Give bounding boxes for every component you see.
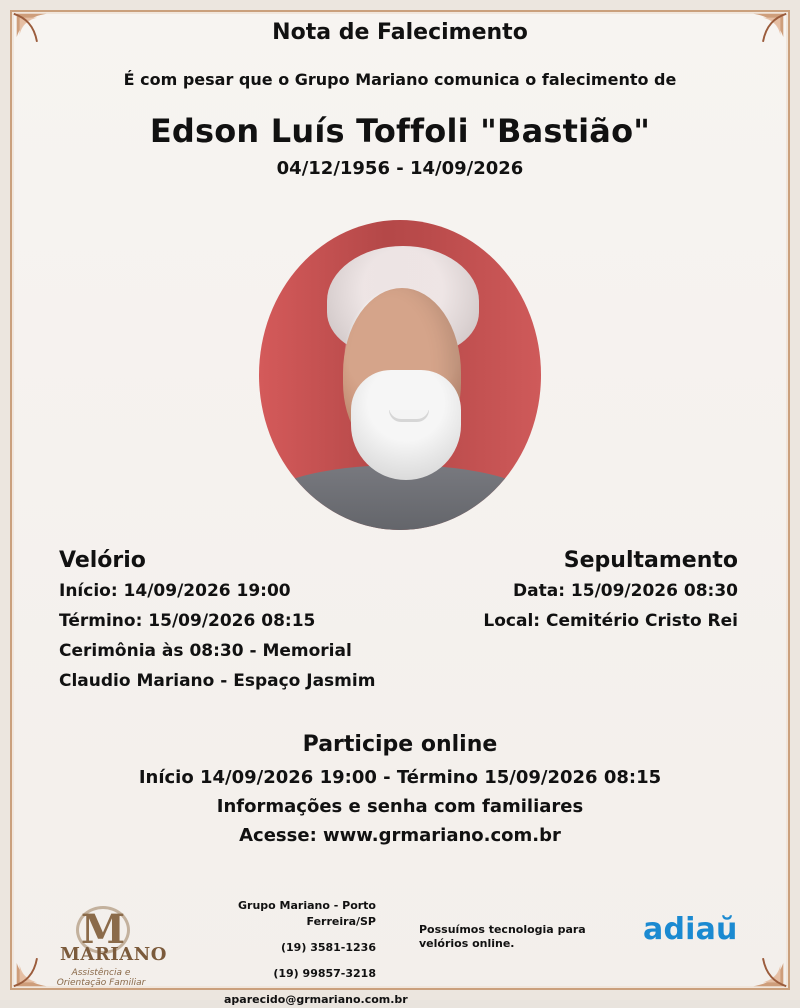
sepultamento-section (408, 548, 738, 636)
online-tech-note: Possuímos tecnologia para velórios online. (419, 923, 586, 950)
mariano-logo-brand: MARIANO (60, 944, 167, 965)
photo-beard (351, 370, 461, 480)
online-link[interactable]: Acesse: www.grmariano.com.br (239, 825, 561, 846)
mariano-logo-letter: M (76, 906, 130, 954)
online-section (0, 732, 800, 850)
sepultamento-data: Data: 15/09/2026 08:30 (513, 581, 738, 601)
footer (0, 890, 800, 1006)
sepultamento-title: Sepultamento (563, 548, 738, 573)
velorio-termino: Término: 15/09/2026 08:15 (59, 611, 316, 631)
velorio-section (59, 548, 419, 696)
email-link[interactable]: aparecido@grmariano.com.br (224, 993, 408, 1006)
life-dates: 04/12/1956 - 14/09/2026 (276, 158, 524, 179)
online-info: Informações e senha com familiares (216, 796, 584, 817)
page-title: Nota de Falecimento (272, 20, 528, 45)
contact-spacer (224, 982, 376, 992)
velorio-cerimonia-line-1: Cerimônia às 08:30 - Memorial (59, 641, 352, 661)
contact-spacer (224, 930, 376, 940)
mariano-logo (46, 906, 167, 988)
phone-2[interactable]: (19) 99857-3218 (273, 967, 376, 980)
velorio-cerimonia-line-2: Claudio Mariano - Espaço Jasmim (59, 671, 376, 691)
announcement-text: É com pesar que o Grupo Mariano comunica o falecimento de (123, 70, 677, 89)
company-location: Grupo Mariano - Porto Ferreira/SP (237, 899, 376, 928)
contact-spacer (224, 956, 376, 966)
sepultamento-local: Local: Cemitério Cristo Rei (483, 611, 738, 631)
photo-smile (389, 410, 429, 422)
adiau-logo: adiaŭ (643, 912, 738, 947)
contact-info (224, 898, 408, 1008)
mariano-logo-tagline: Assistência e Orientação Familiar (56, 968, 146, 988)
phone-1[interactable]: (19) 3581-1236 (281, 941, 376, 954)
online-period: Início 14/09/2026 19:00 - Término 15/09/2026 08:15 (138, 767, 662, 788)
deceased-name: Edson Luís Toffoli "Bastião" (149, 112, 651, 150)
online-title: Participe online (302, 732, 498, 757)
velorio-title: Velório (59, 548, 146, 573)
velorio-inicio: Início: 14/09/2026 19:00 (59, 581, 291, 601)
deceased-photo (259, 220, 541, 530)
